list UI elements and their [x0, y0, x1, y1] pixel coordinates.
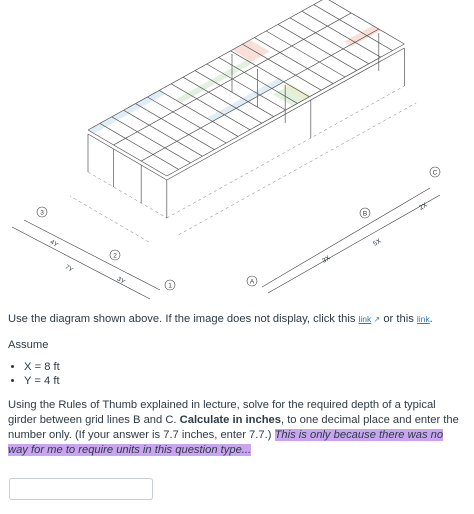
grid-bubble-3	[37, 207, 47, 217]
grid-guide-line	[167, 86, 405, 218]
girder-line	[167, 44, 405, 176]
svg-text:B: B	[362, 210, 368, 218]
dimension-line-y	[12, 227, 150, 299]
intro-paragraph: Use the diagram shown above. If the image does not display, click this link ↗ or this link.	[8, 313, 433, 325]
grid-bubble-c	[430, 167, 440, 177]
svg-text:3: 3	[40, 209, 44, 217]
dim-4y: 4Y	[48, 238, 60, 249]
svg-text:1: 1	[168, 282, 172, 290]
assumption-y: • Y = 4 ft	[24, 374, 466, 388]
dim-2x: 2X	[418, 201, 429, 212]
svg-text:C: C	[432, 169, 438, 177]
grid-guide-line	[88, 172, 167, 218]
question-content	[8, 312, 466, 458]
bay-fill-red	[344, 26, 381, 47]
dim-7y: 7Y	[63, 263, 75, 274]
dimension-line-y	[24, 220, 160, 290]
highlighted-note: This is only because there was no way for me to require units in this question type...	[8, 429, 444, 456]
grid-bubble-1	[165, 280, 175, 290]
external-link-icon: ↗	[371, 315, 381, 324]
grid-bubble-a	[247, 276, 257, 286]
beam-edge-line	[88, 134, 167, 180]
grid-bubble-2	[110, 250, 120, 260]
beam-edge-line	[167, 48, 405, 180]
emphasis-text: Calculate in inches	[179, 414, 281, 426]
dim-5x: 5X	[372, 237, 383, 248]
girder-line	[88, 0, 326, 130]
dimension-line-x	[262, 188, 430, 287]
dim-3y: 3Y	[115, 275, 127, 286]
answer-input[interactable]	[9, 478, 153, 500]
bay-fill-blue	[88, 90, 166, 133]
assumption-x: • X = 8 ft	[24, 360, 466, 374]
girder-line	[114, 13, 352, 145]
bay-fill-green	[176, 59, 254, 102]
dim-3x: 3X	[321, 254, 332, 265]
grid-guide-line	[70, 196, 149, 242]
image-link-2[interactable]: link	[416, 314, 430, 324]
svg-text:2: 2	[113, 252, 117, 260]
svg-text:A: A	[249, 278, 255, 286]
assumption-list	[8, 360, 466, 388]
question-body: Using the Rules of Thumb explained in lecture, solve for the required depth of a typical girder between grid lines B and C. Calculate in inches, to one decimal place and enter the number only. (If your answer is 7.7 inches, enter 7.7.) This is only because there was no way for me to require units in this question type...	[8, 399, 459, 456]
assume-label: Assume	[8, 339, 49, 351]
bay-fill-blue	[207, 78, 285, 121]
grid-bubble-b	[360, 208, 370, 218]
image-link-1[interactable]: link	[358, 314, 372, 324]
dimension-line-x	[268, 195, 440, 293]
